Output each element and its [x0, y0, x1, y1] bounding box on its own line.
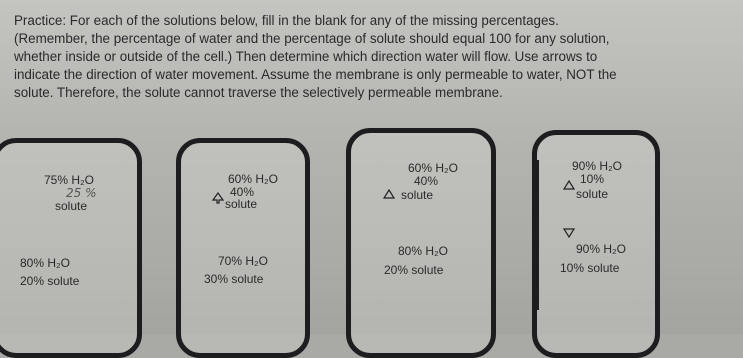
membrane-line: [536, 160, 539, 310]
inside-solute-label-1: solute: [55, 199, 88, 213]
inside-solute-label-2: solute: [225, 197, 258, 211]
down-arrow-icon: [563, 226, 575, 238]
inside-water-4: 90% H₂O: [572, 159, 623, 173]
inside-solute-label-3: solute: [401, 188, 434, 202]
outside-solute-4: 10% solute: [560, 261, 620, 275]
inside-water-2: 60% H₂O: [228, 172, 279, 186]
inside-solute-pct-3: 40%: [414, 174, 439, 188]
outside-water-3: 80% H₂O: [398, 244, 449, 258]
outside-water-2: 70% H₂O: [218, 254, 269, 268]
instruction-line: whether inside or outside of the cell.) Then determine which direction water will flow. Use arrows to: [14, 49, 598, 64]
beaker-2: [176, 138, 310, 358]
instructions: [14, 12, 736, 102]
up-arrow-icon: [563, 180, 575, 192]
instruction-line: Practice: For each of the solutions below, fill in the blank for any of the missing percentages.: [14, 13, 559, 28]
inside-water-3: 60% H₂O: [408, 161, 459, 175]
outside-solute-3: 20% solute: [384, 263, 444, 277]
instruction-line: (Remember, the percentage of water and the percentage of solute should equal 100 for any solution,: [14, 31, 610, 46]
outside-water-1: 80% H₂O: [20, 256, 71, 270]
instruction-line: solute. Therefore, the solute cannot traverse the selectively permeable membrane.: [14, 85, 503, 100]
outside-water-4: 90% H₂O: [576, 242, 627, 256]
beaker-1: [0, 138, 142, 358]
inside-solute-label-4: solute: [576, 187, 609, 201]
inside-water-1: 75% H₂O: [44, 173, 95, 187]
outside-solute-2: 30% solute: [204, 272, 264, 286]
instruction-line: indicate the direction of water movement. Assume the membrane is only permeable to water, NOT the: [14, 67, 617, 82]
up-arrow-icon: [383, 189, 395, 201]
inside-solute-pct-2: 40%: [230, 185, 255, 199]
inside-solute-pct-1: 25 %: [66, 186, 97, 200]
inside-solute-pct-4: 10%: [580, 172, 605, 186]
up-arrow-icon: [212, 192, 224, 204]
outside-solute-1: 20% solute: [20, 274, 80, 288]
